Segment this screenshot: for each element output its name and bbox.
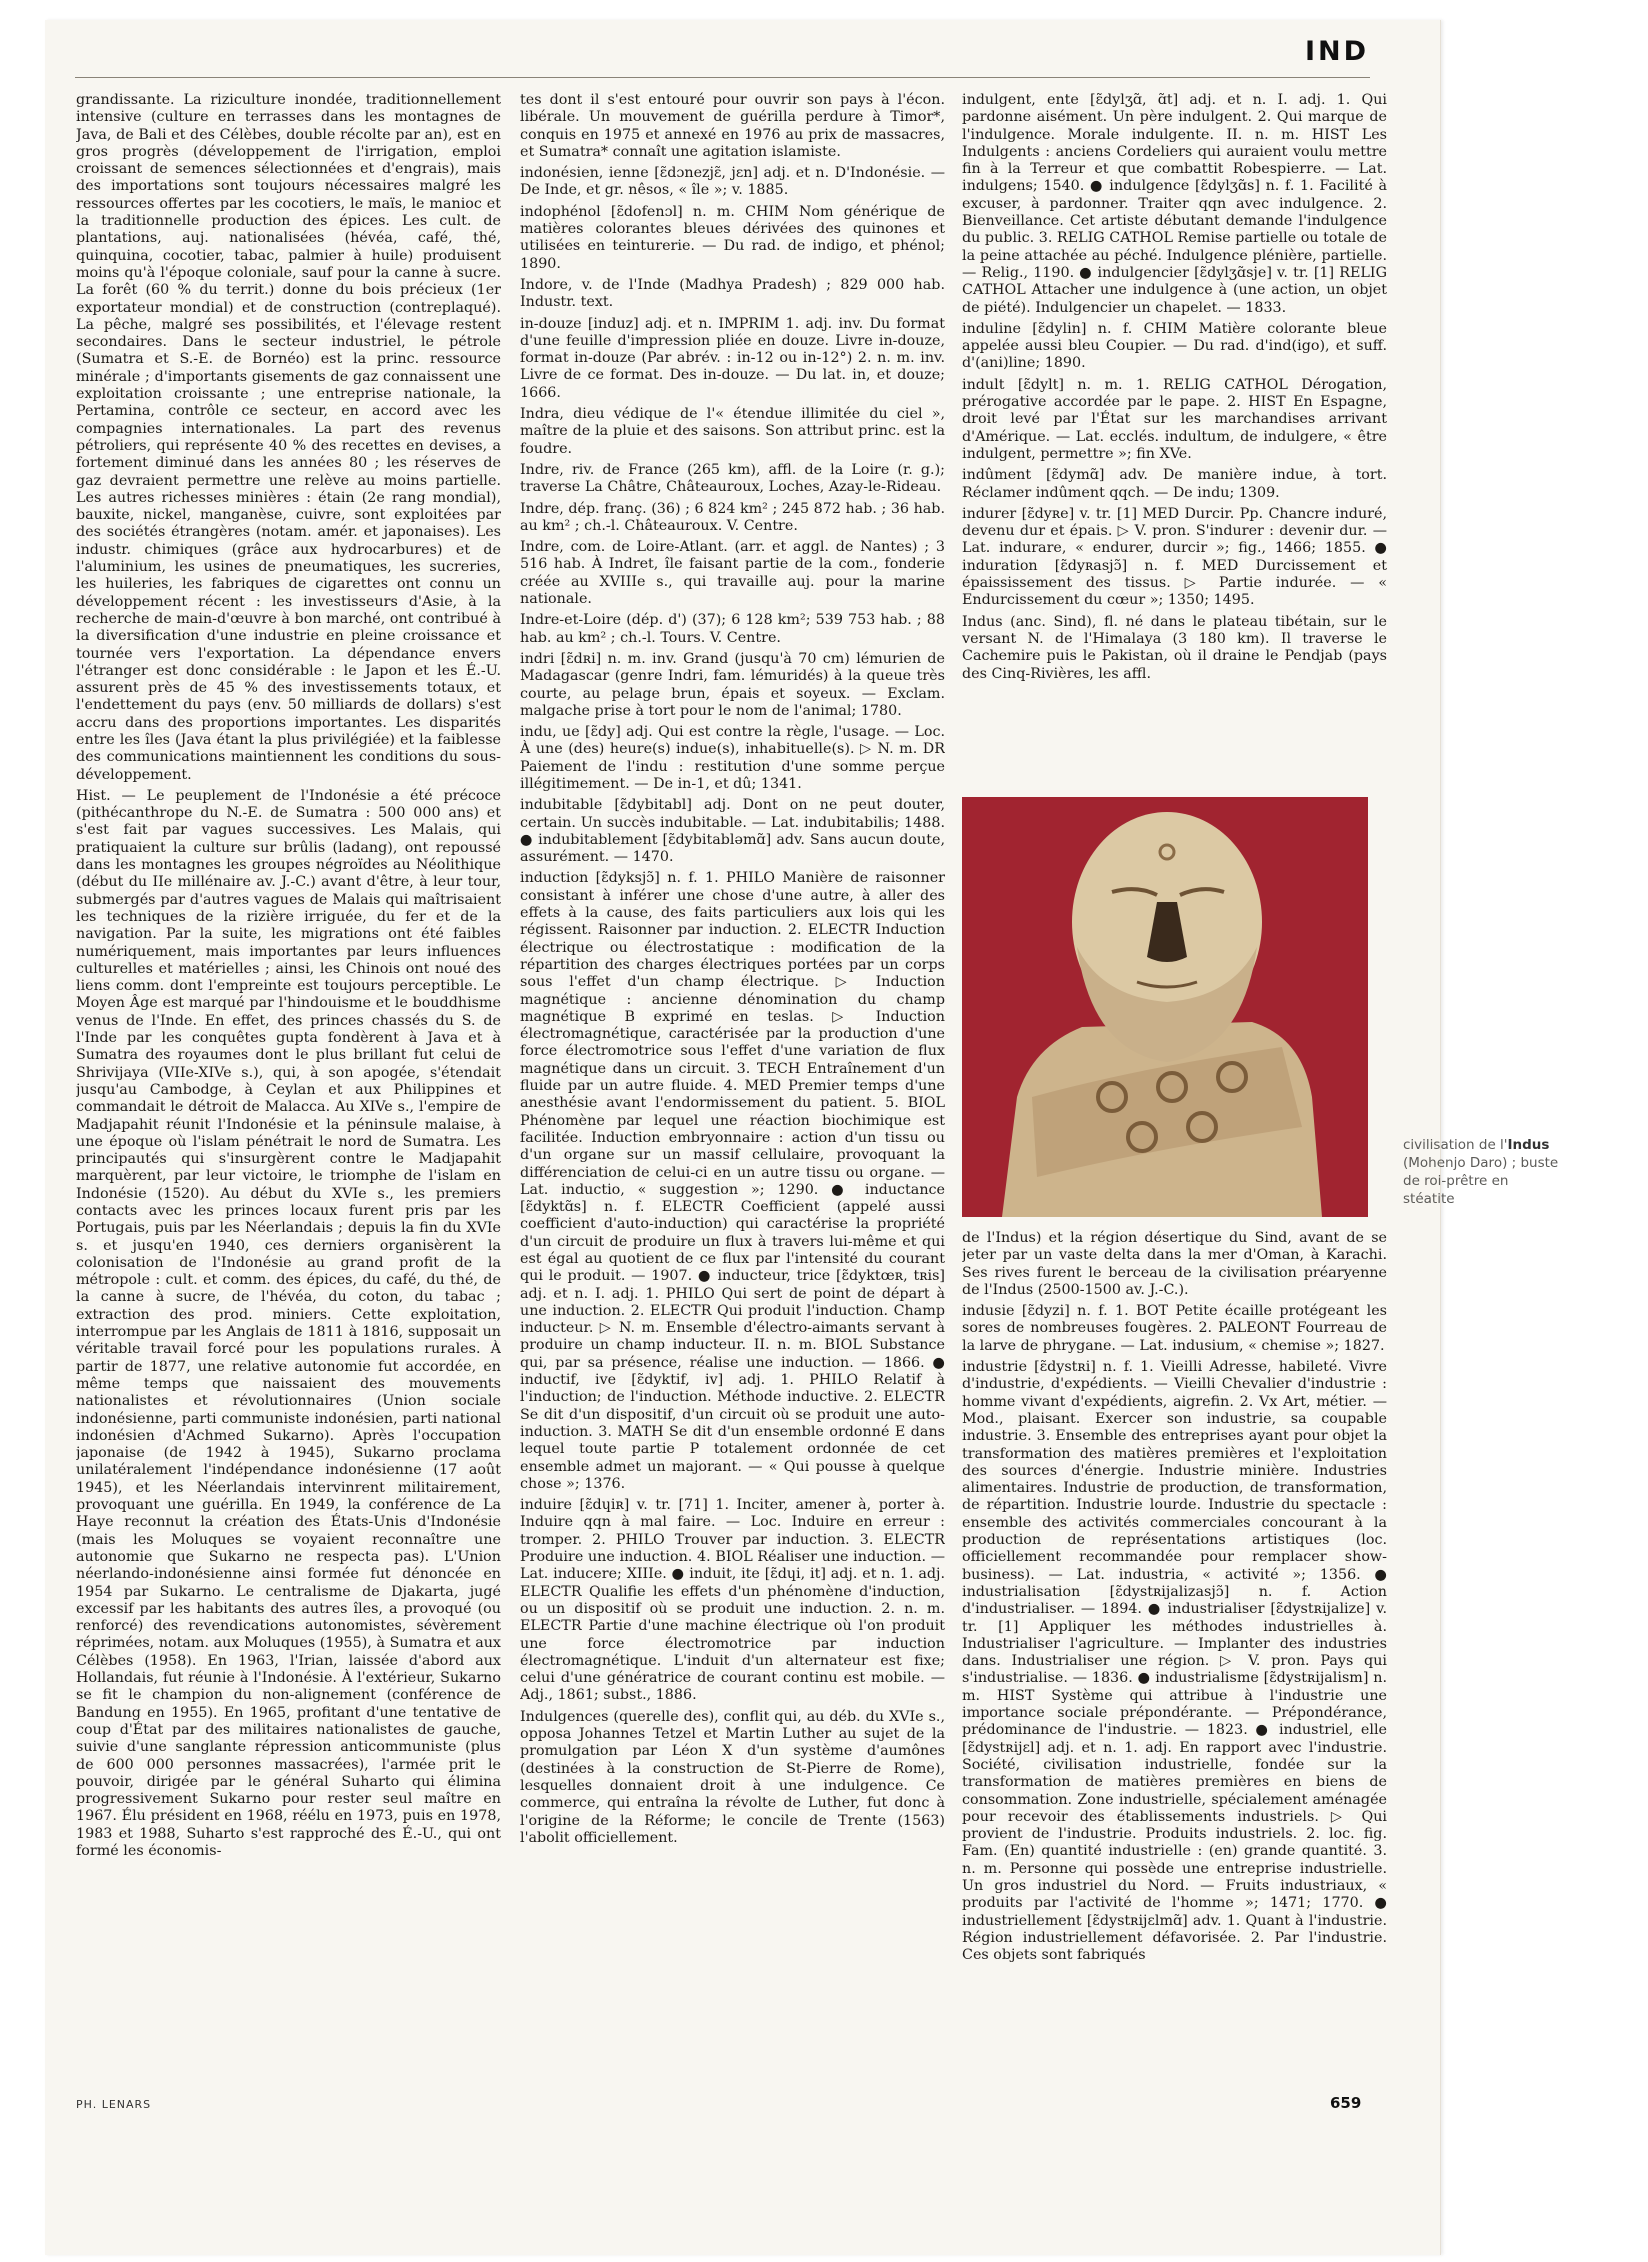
- entry-induire: induire [ɛ̃dɥiʀ] v. tr. [71] 1. Inciter, amener à, porter à. Induire qqn à mal faire. — Loc. Induire en erreur : tromper. 2. PHILO Trouver par induction. 3. ELECTR Produire une induction. 4. BIOL Réaliser une induction. — Lat. inducere; XIIIe. ● induit, ite [ɛ̃dɥi, it] adj. et n. 1. adj. ELECTR Qualifie les effets d'un phénomène d'induction, ou un dispositif où se produit une induction. 2. n. m. ELECTR Partie d'une machine électrique où l'on produit une force électromotrice par induction électromagnétique. L'induit d'un alternateur est fixe; celui d'une génératrice de courant continu est mobile. — Adj., 1861; subst., 1886.: [520, 1497, 945, 1704]
- header-rule: [75, 77, 1370, 78]
- entry-induline: induline [ɛ̃dylin] n. f. CHIM Matière colorante bleue appelée aussi bleu Coupier. — Du rad. d'ind(igo), et suff. d'(ani)line; 1890.: [962, 320, 1387, 372]
- caption-prefix: civilisation de l': [1403, 1137, 1508, 1153]
- entry-indurer: indurer [ɛ̃dyʀe] v. tr. [1] MED Durcir. Pp. Chancre induré, devenu dur et épais. ▷ V. pron. S'indurer : devenir dur. — Lat. indurare, « endurer, durcir »; fig., 1466; 1855. ● induration [ɛ̃dyʀasjɔ̃] n. f. MED Durcissement et épaississement des tissus. ▷ Partie indurée. — « Endurcissement du cœur »; 1350; 1495.: [962, 505, 1387, 609]
- page-number: 659: [1330, 2094, 1362, 2112]
- text-column-3-top: [962, 92, 1387, 797]
- text-column-3-bottom: [962, 1230, 1387, 2075]
- running-head: IND: [1305, 36, 1370, 67]
- entry-indulgent: indulgent, ente [ɛ̃dylʒɑ̃, ɑ̃t] adj. et n. I. adj. 1. Qui pardonne aisément. Un père indulgent. 2. Qui marque de l'indulgence. Morale indulgente. II. n. m. HIST Les Indulgents : anciens Cordeliers qui auraient voulu mettre fin à la Terreur et que combattit Robespierre. — Lat. indulgens; 1540. ● indulgence [ɛ̃dylʒɑ̃s] n. f. 1. Facilité à excuser, à pardonner. Traiter qqn avec indulgence. 2. Bienveillance. Cet artiste débutant demande l'indulgence du public. 3. RELIG CATHOL Remise partielle ou totale de la peine attachée au péché. Indulgence plénière, partielle. — Relig., 1190. ● indulgencier [ɛ̃dylʒɑ̃sje] v. tr. [1] RELIG CATHOL Attacher une indulgence à (une action, un objet de piété). Indulgencier un chapelet. — 1833.: [962, 92, 1387, 316]
- entry-indophenol: indophénol [ɛ̃dofenɔl] n. m. CHIM Nom générique de matières colorantes bleues dérivées des quinones et utilisées en teinturerie. — Du rad. de indigo, et phénol; 1890.: [520, 203, 945, 272]
- photo-credit: PH. LENARS: [76, 2098, 152, 2111]
- entry-indre-et-loire: Indre-et-Loire (dép. d') (37); 6 128 km²; 539 753 hab. ; 88 hab. au km² ; ch.-l. Tours. V. Centre.: [520, 612, 945, 646]
- entry-indre-river: Indre, riv. de France (265 km), affl. de la Loire (r. g.); traverse La Châtre, Châteauroux, Loches, Azay-le-Rideau.: [520, 461, 945, 496]
- figure-caption: [1403, 1136, 1563, 1208]
- entry-indonesien: indonésien, ienne [ɛ̃dɔnezjɛ̃, jɛn] adj. et n. D'Indonésie. — De Inde, et gr. nêsos, « île »; v. 1885.: [520, 165, 945, 199]
- text-column-2: [520, 92, 945, 2077]
- paragraph-history: Hist. — Le peuplement de l'Indonésie a été précoce (pithécanthrope du N.-E. de Sumatra : 500 000 ans) et s'est fait par vagues successives. Les Malais, qui pratiquaient la culture sur brûlis (ladang), ont repoussé dans les montagnes les groupes négroïdes au Néolithique (début du IIe millénaire av. J.-C.) avant d'être, à leur tour, submergés par d'autres vagues de Malais qui maîtrisaient les techniques de la rizière irriguée, du fer et de la navigation. Par la suite, les migrations ont été faibles numériquement, mais importantes par leurs influences culturelles et matérielles ; ainsi, les Chinois ont noué des liens comm. dont l'empreinte est toujours perceptible. Le Moyen Âge est marqué par l'hindouisme et le bouddhisme venus de l'Inde. En effet, des princes chassés du S. de l'Inde par les conquêtes gupta fondèrent à Java et à Sumatra des royaumes dont le plus brillant fut celui de Shrivijaya (VIIe-XIVe s.), qui, à son apogée, s'étendait jusqu'au Cambodge, à Ceylan et aux Philippines et commandait le détroit de Malacca. Au XIVe s., l'empire de Madjapahit réunit l'Indonésie et la péninsule malaise, à une époque où l'islam pénétrait le nord de Sumatra. Les principautés qui s'insurgèrent contre le Madjapahit marquèrent, par leur victoire, le triomphe de l'islam en Indonésie (1520). Au début du XVIe s., les premiers contacts avec les princes locaux furent pris par les Portugais, puis par les Néerlandais ; depuis la fin du XVIe s. et jusqu'en 1940, ces derniers organisèrent la colonisation de l'Indonésie au grand profit de la métropole : cult. et comm. des épices, du café, du thé, de la canne à sucre, de l'hévéa, du coton, du tabac ; extraction des prod. miniers. Cette exploitation, interrompue par les Anglais de 1811 à 1816, supposait un véritable travail forcé pour les populations rurales. À partir de 1877, une relative autonomie fut accordée, en même temps que naissaient des mouvements nationalistes et révolutionnaires (Union sociale indonésienne, parti communiste indonésien, parti national indonésien d'Achmed Sukarno). Après l'occupation japonaise (de 1942 à 1945), Sukarno proclama unilatéralement l'indépendance indonésienne (17 août 1945), et les Néerlandais intervinrent militairement, provoquant une guérilla. En 1949, la conférence de La Haye reconnut la création des États-Unis d'Indonésie (mais les Moluques se voyaient reconnaître une autonomie que Sukarno ne respecta pas). L'Union néerlando-indonésienne ainsi formée fut dénoncée en 1954 par Sukarno. Le centralisme de Djakarta, jugé excessif par les habitants des autres îles, a provoqué (ou renforcé) des revendications autonomistes, sévèrement réprimées, notam. aux Moluques (1955), à Sumatra et aux Célèbes (1958). En 1963, l'Irian, laissée d'abord aux Hollandais, fut réunie à l'Indonésie. À l'extérieur, Sukarno se fit le champion du non-alignement (conférence de Bandung en 1955). En 1965, profitant d'une tentative de coup d'État par des militaires nationalistes de gauche, suivie d'une sanglante répression anticommuniste (plus de 600 000 personnes massacrées), l'armée prit le pouvoir, dirigée par le général Suharto qui élimina progressivement Sukarno pour rester seul maître en 1967. Élu président en 1968, réélu en 1973, puis en 1978, 1983 et 1988, Suharto s'est rapproché des É.-U., qui ont formé les économis-: [76, 787, 501, 1859]
- entry-in-douze: in-douze [induz] adj. et n. IMPRIM 1. adj. inv. Du format d'une feuille d'impression pliée en douze. Livre in-douze, format in-douze (Par abrév. : in-12 ou in-12°) 2. n. m. inv. Livre de ce format. Des in-douze. — Du lat. in, et douze; 1666.: [520, 315, 945, 401]
- priest-king-bust-image: [962, 797, 1368, 1217]
- entry-indu: indu, ue [ɛ̃dy] adj. Qui est contre la règle, l'usage. — Loc. À une (des) heure(s) indue(s), inhabituelle(s). ▷ N. m. DR Paiement de l'indu : restitution d'une somme perçue illégitimement. — De in-1, et dû; 1341.: [520, 724, 945, 792]
- paragraph-economy: grandissante. La riziculture inondée, traditionnellement intensive (culture en terrasses dans les montagnes de Java, de Bali et des Célèbes, double récolte par an), est en gros progrès (développement de l'irrigation, emploi croissant de semences sélectionnées et d'engrais), mais des importations sont toujours nécessaires malgré les ressources offertes par les cocotiers, le maïs, le manioc et la traditionnelle production des épices. Les cult. de plantations, auj. nationalisées (hévéa, café, thé, quinquina, cocotier, tabac, palmier à huile) produisent moins qu'à l'époque coloniale, sauf pour la canne à sucre. La forêt (60 % du territ.) donne du bois précieux (1er exportateur mondial) et de construction (contreplaqué). La pêche, malgré ses possibilités, et l'élevage restent secondaires. Dans le secteur industriel, le pétrole (Sumatra et S.-E. de Bornéo) est la princ. ressource minérale ; d'importants gisements de gaz connaissent une exploitation croissante ; une entreprise nationale, la Pertamina, contrôle ce secteur, en accord avec les compagnies internationales. La part des revenus pétroliers, qui représente 40 % des recettes en devises, a fortement diminué dans les années 80 ; les réserves de gaz devraient permettre une relève au moins partielle. Les autres richesses minières : étain (2e rang mondial), bauxite, nickel, manganèse, cuivre, sont exploitées par des sociétés étrangères (notam. amér. et japonaises). Les industr. chimiques (grâce aux hydrocarbures) et de l'aluminium, les usines de pneumatiques, les sucreries, les huileries, les fabriques de cigarettes ont connu un développement récent : les investisseurs d'Asie, à la recherche de main-d'œuvre à bon marché, ont contribué à la diversification d'une industrie en pleine croissance et tournée vers l'exportation. La dépendance envers l'étranger est donc considérable : le Japon et les É.-U. assurent près de 45 % des investissements totaux, et l'endettement du pays (env. 50 milliards de dollars) s'est accru dans des proportions importantes. Les disparités entre les îles (Java étant la plus privilégiée) et la faiblesse des communications maintiennent les conditions du sous-développement.: [76, 92, 501, 783]
- statue-photo: [962, 797, 1368, 1217]
- entry-indubitable: indubitable [ɛ̃dybitabl] adj. Dont on ne peut douter, certain. Un succès indubitable. — Lat. indubitabilis; 1488. ● indubitablement [ɛ̃dybitabləmɑ̃] adv. Sans aucun doute, assurément. — 1470.: [520, 797, 945, 866]
- entry-indore: Indore, v. de l'Inde (Madhya Pradesh) ; 829 000 hab. Industr. text.: [520, 276, 945, 311]
- text-column-1: [76, 92, 501, 2077]
- caption-rest: (Mohenjo Daro) ; buste de roi-prêtre en stéatite: [1403, 1155, 1559, 1207]
- entry-continuation: tes dont il s'est entouré pour ouvrir son pays à l'écon. libérale. Un mouvement de guérilla perdure à Timor*, conquis en 1975 et annexé en 1976 au prix de massacres, et Sumatra* connaît une agitation islamiste.: [520, 92, 945, 160]
- entry-induction: induction [ɛ̃dyksjɔ̃] n. f. 1. PHILO Manière de raisonner consistant à inférer une chose d'une autre, à aller des effets à la cause, des faits particuliers aux lois qui les régissent. Raisonner par induction. 2. ELECTR Induction électrique ou électrostatique : modification de la répartition des charges électriques portées par un corps sous l'effet d'un champ électrique. ▷ Induction magnétique : ancienne dénomination du champ magnétique B exprimé en teslas. ▷ Induction électromagnétique, caractérisée par la production d'une force électromotrice sous l'effet d'une variation de flux magnétique dans un circuit. 3. TECH Entraînement d'un fluide par un autre fluide. 4. MED Premier temps d'une anesthésie avant l'endormissement du patient. 5. BIOL Phénomène par lequel une réaction biochimique est facilitée. Induction embryonnaire : action d'un tissu ou d'un organe sur un massif cellulaire, provoquant la différenciation de celui-ci en un autre tissu ou organe. — Lat. inductio, « suggestion »; 1290. ● inductance [ɛ̃dyktɑ̃s] n. f. ELECTR Coefficient (appelé aussi coefficient d'auto-induction) qui caractérise la propriété d'un circuit de produire un flux à travers lui-même et qui est égal au quotient de ce flux par l'intensité du courant qui le produit. — 1907. ● inducteur, trice [ɛ̃dyktœʀ, tʀis] adj. et n. I. adj. 1. PHILO Qui sert de point de départ à une induction. 2. ELECTR Qui produit l'induction. Champ inducteur. ▷ N. m. Ensemble d'électro-aimants servant à produire un champ inducteur. II. n. m. BIOL Substance qui, par sa présence, réalise une induction. — 1866. ● inductif, ive [ɛ̃dyktif, iv] adj. 1. PHILO Relatif à l'induction; de l'induction. Méthode inductive. 2. ELECTR Se dit d'un dispositif, d'un circuit où se produit une auto-induction. 3. MATH Se dit d'un ensemble ordonné E dans lequel toute partie P totalement ordonnée de cet ensemble admet un majorant. — « Qui pousse à quelque chose »; 1376.: [520, 870, 945, 1492]
- caption-bold: Indus: [1507, 1137, 1550, 1153]
- entry-indulgences: Indulgences (querelle des), conflit qui, au déb. du XVIe s., opposa Johannes Tetzel et Martin Luther au sujet de la promulgation par Léon X d'un système d'aumônes (destinées à la construction de St-Pierre de Rome), lesquelles donnaient droit à une indulgence. Ce commerce, qui entraîna la révolte de Luther, fut donc à l'origine de la Réforme; le concile de Trente (1563) l'abolit officiellement.: [520, 1708, 945, 1846]
- entry-indult: indult [ɛ̃dylt] n. m. 1. RELIG CATHOL Dérogation, prérogative accordée par le pape. 2. HIST En Espagne, droit levé par l'État sur les marchandises arrivant d'Amérique. — Lat. ecclés. indultum, de indulgere, « être indulgent, permettre »; fin XVe.: [962, 376, 1387, 462]
- entry-indus-continuation: de l'Indus) et la région désertique du Sind, avant de se jeter par un vaste delta dans la mer d'Oman, à Karachi. Ses rives furent le berceau de la civilisation préaryenne de l'Indus (2500-1500 av. J.-C.).: [962, 1230, 1387, 1298]
- entry-indra: Indra, dieu védique de l'« étendue illimitée du ciel », maître de la pluie et des saisons. Son attribut princ. est la foudre.: [520, 406, 945, 457]
- entry-industrie: industrie [ɛ̃dystʀi] n. f. 1. Vieilli Adresse, habileté. Vivre d'industrie, d'expédients. — Vieilli Chevalier d'industrie : homme vivant d'expédients, aigrefin. 2. Vx Art, métier. — Mod., plaisant. Exercer son industrie, sa coupable industrie. 3. Ensemble des entreprises ayant pour objet la transformation des matières premières et l'exploitation des sources d'énergie. Industrie minière. Industries alimentaires. Industrie de production, de transformation, de répartition. Industrie lourde. Industrie du spectacle : ensemble des activités commerciales concourant à la production de représentations artistiques (loc. officiellement recommandée pour remplacer show-business). — Lat. industria, « activité »; 1356. ● industrialisation [ɛ̃dystʀijalizasjɔ̃] n. f. Action d'industrialiser. — 1894. ● industrialiser [ɛ̃dystʀijalize] v. tr. [1] Appliquer les méthodes industrielles à. Industrialiser l'agriculture. — Implanter des industries dans. Industrialiser une région. ▷ V. pron. Pays qui s'industrialise. — 1836. ● industrialisme [ɛ̃dystʀijalism] n. m. HIST Système qui attribue à l'industrie une importance sociale prépondérante. — Prépondérance, prédominance de l'industrie. — 1823. ● industriel, elle [ɛ̃dystʀijɛl] adj. et n. 1. adj. En rapport avec l'industrie. Société, civilisation industrielle, fondée sur la transformation de matières premières en biens de consommation. Zone industrielle, spécialement aménagée pour recevoir des établissements industriels. ▷ Qui provient de l'industrie. Produits industriels. 2. loc. fig. Fam. (En) quantité industrielle : (en) grande quantité. 3. n. m. Personne qui possède une entreprise industrielle. Un gros industriel du Nord. — Fruits industriaux, « produits par l'activité de l'homme »; 1471; 1770. ● industriellement [ɛ̃dystʀijɛlmɑ̃] adv. 1. Quant à l'industrie. Région industriellement défavorisée. 2. Par l'industrie. Ces objets sont fabriqués: [962, 1359, 1387, 1964]
- entry-indument: indûment [ɛ̃dymɑ̃] adv. De manière indue, à tort. Réclamer indûment qqch. — De indu; 1309.: [962, 467, 1387, 501]
- entry-indusie: indusie [ɛ̃dyzi] n. f. 1. BOT Petite écaille protégeant les sores de nombreuses fougères. 2. PALEONT Fourreau de la larve de phrygane. — Lat. indusium, « chemise »; 1827.: [962, 1303, 1387, 1354]
- entry-indre-dep: Indre, dép. franç. (36) ; 6 824 km² ; 245 872 hab. ; 36 hab. au km² ; ch.-l. Châteauroux. V. Centre.: [520, 500, 945, 534]
- entry-indre-com: Indre, com. de Loire-Atlant. (arr. et aggl. de Nantes) ; 3 516 hab. À Indret, île faisant partie de la com., fonderie créée au XVIIIe s., qui travaille auj. pour la marine nationale.: [520, 539, 945, 608]
- entry-indus: Indus (anc. Sind), fl. né dans le plateau tibétain, sur le versant N. de l'Himalaya (3 180 km). Il traverse le Cachemire puis le Pakistan, où il draine le Pendjab (pays des Cinq-Rivières, les affl.: [962, 613, 1387, 682]
- entry-indri: indri [ɛ̃dʀi] n. m. inv. Grand (jusqu'à 70 cm) lémurien de Madagascar (genre Indri, fam. lémuridés) à la queue très courte, au pelage brun, épais et soyeux. — Exclam. malgache prise à tort pour le nom de l'animal; 1780.: [520, 650, 945, 719]
